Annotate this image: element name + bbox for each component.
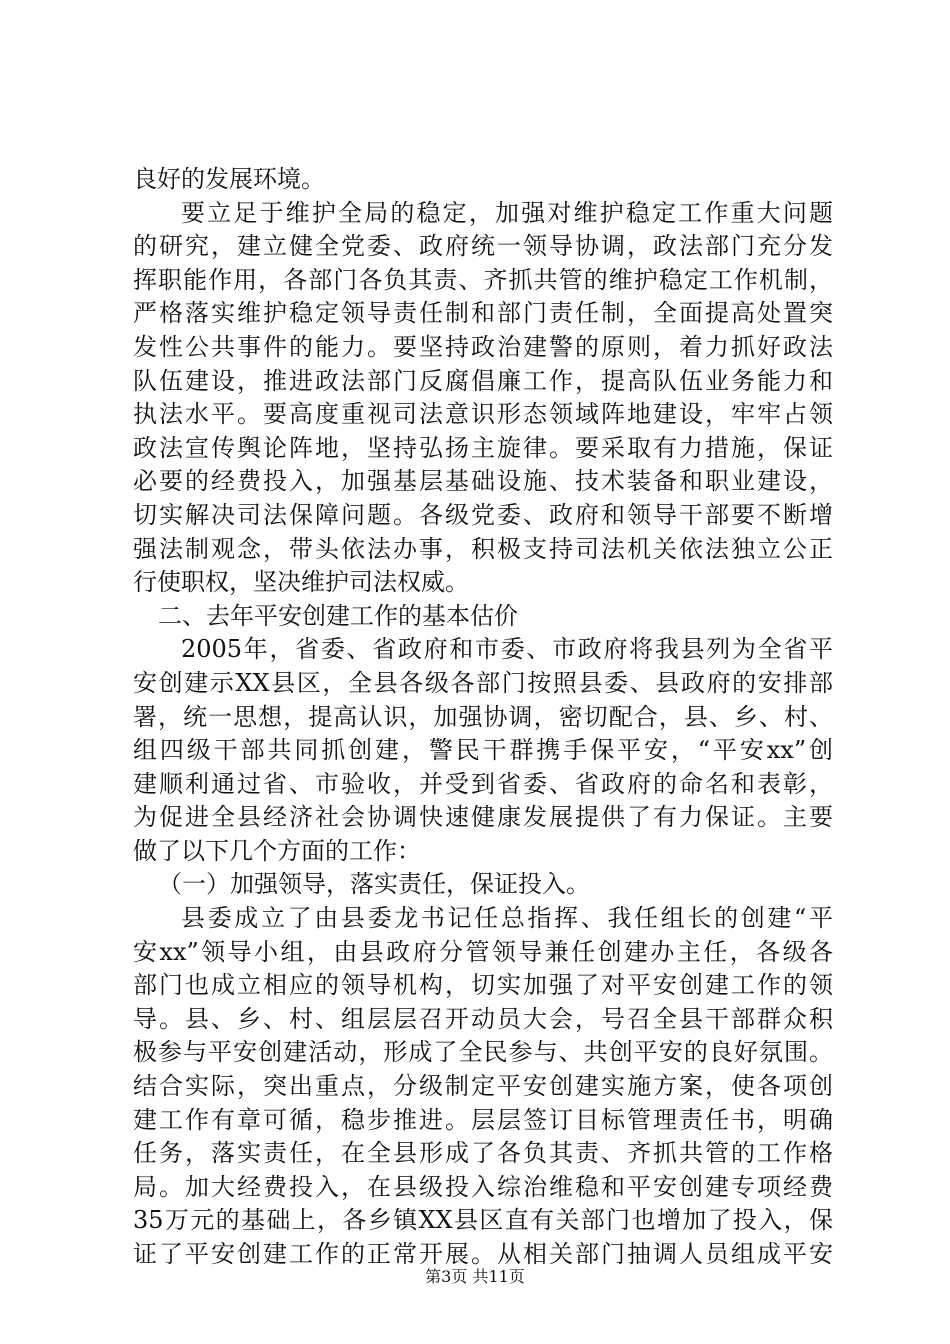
- text-line: 局。加大经费投入，在县级投入综治维稳和平安创建专项经费: [133, 1172, 833, 1201]
- paragraph-first-line: 县委成立了由县委龙书记任总指挥、我任组长的创建“平: [181, 904, 833, 933]
- text-line: 建顺利通过省、市验收，并受到省委、省政府的命名和表彰，: [133, 769, 833, 798]
- text-line: 部门也成立相应的领导机构，切实加强了对平安创建工作的领: [133, 971, 833, 1000]
- text-line: 35万元的基础上，各乡镇XX县区直有关部门也增加了投入，保: [133, 1206, 833, 1235]
- text-line: 强法制观念，带头依法办事，积极支持司法机关依法独立公正: [133, 534, 833, 563]
- text-line: 切实解决司法保障问题。各级党委、政府和领导干部要不断增: [133, 500, 833, 529]
- section-heading: 二、去年平安创建工作的基本估价: [158, 601, 518, 630]
- text-line: 任务，落实责任，在全县形成了各负其责、齐抓共管的工作格: [133, 1139, 833, 1168]
- text-line: 为促进全县经济社会协调快速健康发展提供了有力保证。主要: [133, 803, 833, 832]
- text-line: 建工作有章可循，稳步推进。层层签订目标管理责任书，明确: [133, 1105, 833, 1134]
- text-line: 安xx”领导小组，由县政府分管领导兼任创建办主任，各级各: [133, 937, 833, 966]
- paragraph-first-line: 要立足于维护全局的稳定，加强对维护稳定工作重大问题: [181, 198, 833, 227]
- text-line: 行使职权，坚决维护司法权威。: [133, 568, 469, 597]
- text-line: 做了以下几个方面的工作：: [133, 836, 421, 865]
- text-line: 的研究，建立健全党委、政府统一领导协调，政法部门充分发: [133, 232, 833, 261]
- text-line: 结合实际，突出重点，分级制定平安创建实施方案，使各项创: [133, 1072, 833, 1101]
- subsection-heading: （一）加强领导，落实责任，保证投入。: [158, 870, 590, 899]
- page-number-footer: 第3页 共11页: [425, 1267, 525, 1286]
- text-line: 挥职能作用，各部门各负其责、齐抓共管的维护稳定工作机制，: [133, 265, 833, 294]
- text-line: 署，统一思想，提高认识，加强协调，密切配合，县、乡、村、: [133, 702, 833, 731]
- text-line: 导。县、乡、村、组层层召开动员大会，号召全县干部群众积: [133, 1004, 833, 1033]
- text-line: 极参与平安创建活动，形成了全民参与、共创平安的良好氛围。: [133, 1038, 833, 1067]
- text-line: 严格落实维护稳定领导责任制和部门责任制，全面提高处置突: [133, 299, 833, 328]
- document-body: [133, 163, 833, 1272]
- text-line: 组四级干部共同抓创建，警民干群携手保平安，“平安xx”创: [133, 736, 833, 765]
- text-line: 政法宣传舆论阵地，坚持弘扬主旋律。要采取有力措施，保证: [133, 433, 833, 462]
- text-line: 必要的经费投入，加强基层基础设施、技术装备和职业建设，: [133, 467, 833, 496]
- text-line: 证了平安创建工作的正常开展。从相关部门抽调人员组成平安: [133, 1240, 833, 1268]
- text-line: 安创建示XX县区，全县各级各部门按照县委、县政府的安排部: [133, 668, 833, 697]
- text-line: 执法水平。要高度重视司法意识形态领域阵地建设，牢牢占领: [133, 400, 833, 429]
- text-line: 良好的发展环境。: [133, 165, 325, 193]
- text-line: 队伍建设，推进政法部门反腐倡廉工作，提高队伍业务能力和: [133, 366, 833, 395]
- paragraph-first-line: 2005年，省委、省政府和市委、市政府将我县列为全省平: [181, 635, 833, 664]
- text-line: 发性公共事件的能力。要坚持政治建警的原则，着力抓好政法: [133, 332, 833, 361]
